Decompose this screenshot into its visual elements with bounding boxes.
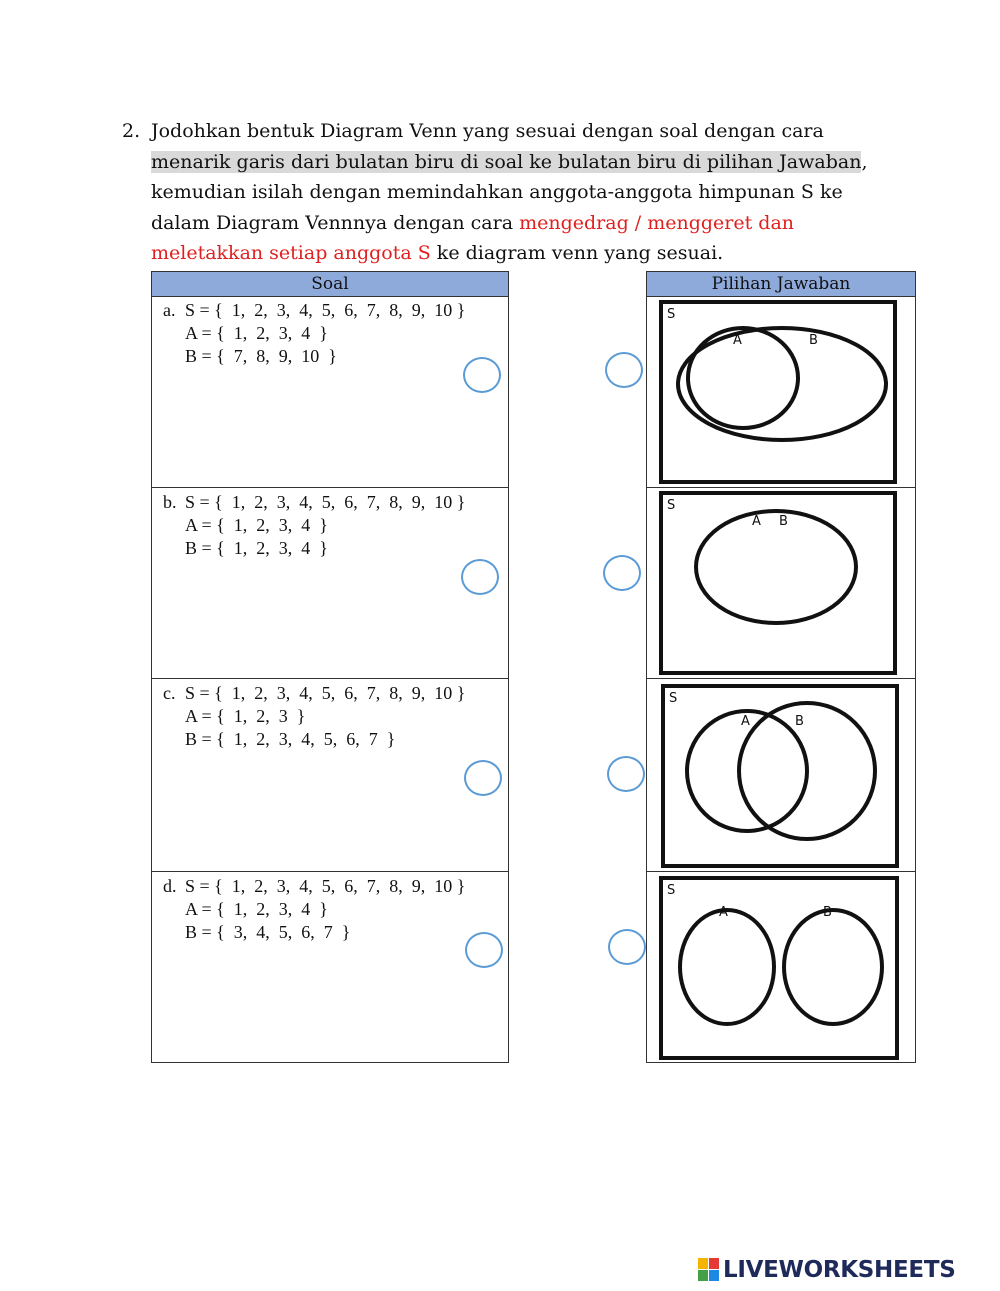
set-a: A = { 1, 2, 3 }	[185, 706, 306, 726]
universe-box	[661, 878, 897, 1058]
pilihan-row-2	[647, 488, 915, 679]
label-s: S	[667, 883, 676, 898]
set-a: A = { 1, 2, 3, 4 }	[185, 515, 328, 535]
soal-row-c	[152, 679, 508, 872]
venn-diagram-disjoint[interactable]	[647, 872, 915, 1062]
pilihan-row-3	[647, 679, 915, 872]
soal-a-text: a. S = { 1, 2, 3, 4, 5, 6, 7, 8, 9, 10 } A = { 1, 2, 3, 4 } B = { 7, 8, 9, 10 }	[163, 300, 466, 366]
connector-jawaban-2[interactable]	[603, 555, 641, 591]
set-a: A = { 1, 2, 3, 4 }	[185, 323, 328, 343]
connector-soal-b[interactable]	[461, 559, 499, 595]
connector-soal-d[interactable]	[465, 932, 503, 968]
label-a: A	[719, 905, 728, 920]
label-s: S	[669, 691, 678, 706]
liveworksheets-logo	[698, 1256, 955, 1284]
soal-row-a	[152, 296, 508, 488]
soal-b-text: b. S = { 1, 2, 3, 4, 5, 6, 7, 8, 9, 10 } A = { 1, 2, 3, 4 } B = { 1, 2, 3, 4 }	[163, 492, 466, 558]
soal-c-text: c. S = { 1, 2, 3, 4, 5, 6, 7, 8, 9, 10 } A = { 1, 2, 3 } B = { 1, 2, 3, 4, 5, 6, 7 }	[163, 683, 466, 749]
label-b: B	[795, 714, 804, 729]
label-a: A	[733, 333, 742, 348]
set-b: B = { 1, 2, 3, 4 }	[185, 538, 328, 558]
pilihan-row-1	[647, 296, 915, 488]
set-s: S = { 1, 2, 3, 4, 5, 6, 7, 8, 9, 10 }	[185, 876, 466, 896]
pilihan-row-4	[647, 872, 915, 1062]
label-a: A	[752, 514, 761, 529]
pilihan-header: Pilihan Jawaban	[647, 272, 915, 297]
label-s: S	[667, 498, 676, 513]
venn-diagram-equal[interactable]	[647, 488, 915, 679]
set-b: B = { 1, 2, 3, 4, 5, 6, 7 }	[185, 729, 396, 749]
label-b: B	[823, 905, 832, 920]
soal-row-b	[152, 488, 508, 679]
venn-diagram-intersect[interactable]	[647, 679, 915, 872]
connector-soal-a[interactable]	[463, 357, 501, 393]
connector-jawaban-1[interactable]	[605, 352, 643, 388]
universe-box	[661, 493, 895, 673]
connector-soal-c[interactable]	[464, 760, 502, 796]
set-s: S = { 1, 2, 3, 4, 5, 6, 7, 8, 9, 10 }	[185, 683, 466, 703]
highlighted-instruction: menarik garis dari bulatan biru di soal ke bulatan biru di pilihan Jawaban	[151, 150, 862, 173]
logo-text: LIVEWORKSHEETS	[723, 1257, 956, 1283]
set-s: S = { 1, 2, 3, 4, 5, 6, 7, 8, 9, 10 }	[185, 300, 466, 320]
connector-jawaban-3[interactable]	[607, 756, 645, 792]
venn-diagram-subset[interactable]	[647, 296, 915, 488]
label-b: B	[779, 514, 788, 529]
soal-header: Soal	[152, 272, 508, 297]
set-b: B = { 7, 8, 9, 10 }	[185, 346, 337, 366]
universe-box	[663, 686, 897, 866]
set-s: S = { 1, 2, 3, 4, 5, 6, 7, 8, 9, 10 }	[185, 492, 466, 512]
label-s: S	[667, 307, 676, 322]
soal-table	[151, 271, 509, 1063]
soal-d-text: d. S = { 1, 2, 3, 4, 5, 6, 7, 8, 9, 10 } A = { 1, 2, 3, 4 } B = { 3, 4, 5, 6, 7 }	[163, 876, 466, 942]
set-b: B = { 3, 4, 5, 6, 7 }	[185, 922, 351, 942]
label-a: A	[741, 714, 750, 729]
instruction-text: Jodohkan bentuk Diagram Venn yang sesuai dengan soal dengan cara menarik garis dari bulatan biru di soal ke bulatan biru di pilihan Jawaban, kemudian isilah dengan memindahkan anggota-anggota himpunan S ke dalam Diagram Vennnya dengan cara mengedrag / menggeret dan meletakkan setiap anggota S ke diagram venn yang sesuai.	[151, 120, 868, 264]
pilihan-table	[646, 271, 916, 1063]
set-a: A = { 1, 2, 3, 4 }	[185, 899, 328, 919]
connector-jawaban-4[interactable]	[608, 929, 646, 965]
label-b: B	[809, 333, 818, 348]
question-number: 2.	[122, 120, 141, 142]
red-instruction: mengedrag / menggeret dan meletakkan setiap anggota S	[151, 211, 795, 264]
soal-row-d	[152, 872, 508, 1062]
logo-mark-icon	[698, 1258, 720, 1282]
